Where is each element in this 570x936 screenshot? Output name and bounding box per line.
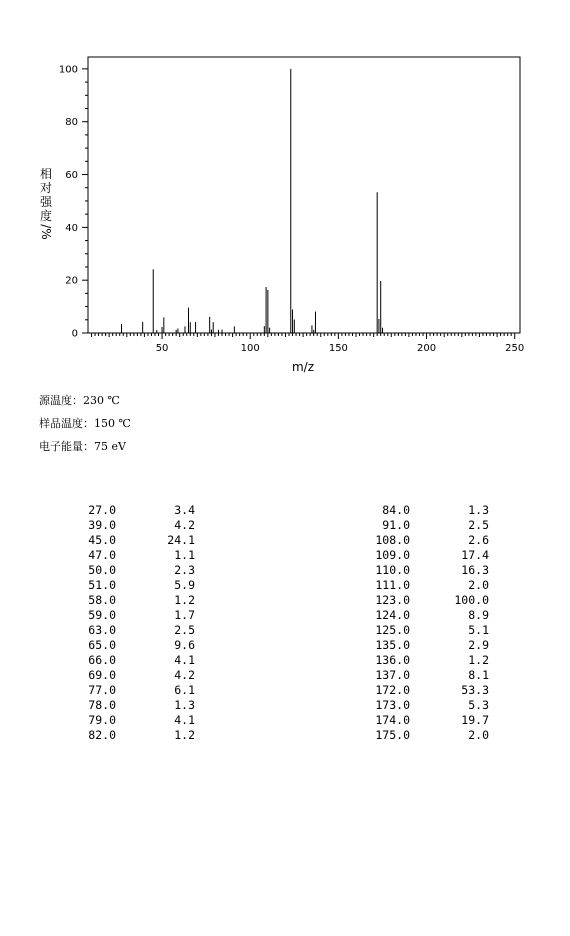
source-temperature [39,392,120,408]
y-axis-title-char: 相 [39,167,53,181]
table-row [346,623,489,638]
peaks-layer [122,69,383,333]
y-axis-title-char: 度 [39,209,53,223]
table-row [72,698,195,713]
table-row [346,653,489,668]
intensity-value: 1.2 [174,728,195,742]
intensity-value: 4.2 [174,518,195,532]
x-tick-label: 200 [417,343,437,354]
mz-value: 172.0 [375,683,410,697]
mz-value: 84.0 [382,503,410,517]
intensity-value: 24.1 [167,533,195,547]
intensity-value: 2.5 [174,623,195,637]
x-axis-title: m/z [291,360,315,374]
peak-table-right [346,503,489,743]
intensity-value: 8.9 [468,608,489,622]
intensity-value: 1.7 [174,608,195,622]
mz-value: 125.0 [375,623,410,637]
table-row [346,578,489,593]
mz-value: 123.0 [375,593,410,607]
y-tick-label: 100 [58,64,78,76]
table-row [72,563,195,578]
y-axis-title-unit: /% [39,224,53,240]
mz-value: 47.0 [88,548,116,562]
intensity-value: 53.3 [461,683,489,697]
x-tick-label: 250 [505,343,525,354]
intensity-value: 6.1 [174,683,195,697]
intensity-value: 17.4 [461,548,489,562]
table-row [346,698,489,713]
table-row [346,668,489,683]
y-tick-label: 0 [71,328,78,340]
y-axis-title [39,166,53,240]
intensity-value: 4.1 [174,713,195,727]
intensity-value: 1.2 [468,653,489,667]
table-row [72,713,195,728]
table-row [346,638,489,653]
mz-value: 69.0 [88,668,116,682]
mz-value: 136.0 [375,653,410,667]
intensity-value: 100.0 [454,593,489,607]
mz-value: 111.0 [375,578,410,592]
intensity-value: 4.2 [174,668,195,682]
mz-value: 39.0 [88,518,116,532]
table-row [346,503,489,518]
y-tick-label: 60 [65,170,78,182]
mz-value: 109.0 [375,548,410,562]
mz-value: 110.0 [375,563,410,577]
y-axis-title-char: 对 [39,181,53,195]
intensity-value: 2.0 [468,728,489,742]
mz-value: 65.0 [88,638,116,652]
intensity-value: 2.3 [174,563,195,577]
intensity-value: 2.9 [468,638,489,652]
table-row [72,668,195,683]
mz-value: 137.0 [375,668,410,682]
intensity-value: 1.3 [174,698,195,712]
y-tick-label: 20 [65,275,78,287]
mz-value: 59.0 [88,608,116,622]
x-tick-label: 100 [240,343,260,354]
intensity-value: 8.1 [468,668,489,682]
table-row [72,728,195,743]
sample-temperature [39,415,131,431]
intensity-value: 1.3 [468,503,489,517]
mz-value: 51.0 [88,578,116,592]
sample-temperature-text: 样品温度：150 ℃ [39,417,131,430]
table-row [72,638,195,653]
mz-value: 45.0 [88,533,116,547]
electron-energy-text: 电子能量：75 eV [39,440,126,453]
intensity-value: 3.4 [174,503,195,517]
x-tick-label: 50 [155,343,169,354]
mz-value: 82.0 [88,728,116,742]
x-axis-ticks [92,333,525,354]
electron-energy [39,438,126,454]
table-row [346,728,489,743]
mz-value: 50.0 [88,563,116,577]
intensity-value: 5.9 [174,578,195,592]
mz-value: 135.0 [375,638,410,652]
table-row [72,593,195,608]
table-row [346,563,489,578]
table-row [72,653,195,668]
table-row [72,578,195,593]
intensity-value: 2.0 [468,578,489,592]
table-row [72,548,195,563]
mass-spectrum-chart [0,0,570,380]
intensity-value: 5.1 [468,623,489,637]
y-axis-title-char: 强 [39,195,53,209]
mz-value: 108.0 [375,533,410,547]
x-tick-label: 150 [328,343,348,354]
intensity-value: 1.1 [174,548,195,562]
mz-value: 78.0 [88,698,116,712]
intensity-value: 16.3 [461,563,489,577]
table-row [346,548,489,563]
mz-value: 66.0 [88,653,116,667]
table-row [72,518,195,533]
y-tick-label: 80 [65,117,78,129]
mz-value: 175.0 [375,728,410,742]
table-row [72,533,195,548]
intensity-value: 9.6 [174,638,195,652]
intensity-value: 19.7 [461,713,489,727]
mz-value: 63.0 [88,623,116,637]
intensity-value: 2.6 [468,533,489,547]
mz-value: 124.0 [375,608,410,622]
table-row [346,533,489,548]
y-axis-ticks [59,64,88,339]
mz-value: 27.0 [88,503,116,517]
table-row [72,683,195,698]
peak-table-left [72,503,195,743]
mz-value: 77.0 [88,683,116,697]
table-row [72,608,195,623]
intensity-value: 4.1 [174,653,195,667]
table-row [346,518,489,533]
intensity-value: 2.5 [468,518,489,532]
table-row [346,608,489,623]
table-row [72,503,195,518]
mz-value: 173.0 [375,698,410,712]
y-tick-label: 40 [65,222,78,234]
source-temperature-text: 源温度：230 ℃ [39,394,120,407]
table-row [346,713,489,728]
intensity-value: 1.2 [174,593,195,607]
table-row [346,683,489,698]
mz-value: 58.0 [88,593,116,607]
mz-value: 91.0 [382,518,410,532]
intensity-value: 5.3 [468,698,489,712]
mz-value: 79.0 [88,713,116,727]
mz-value: 174.0 [375,713,410,727]
table-row [72,623,195,638]
table-row [346,593,489,608]
